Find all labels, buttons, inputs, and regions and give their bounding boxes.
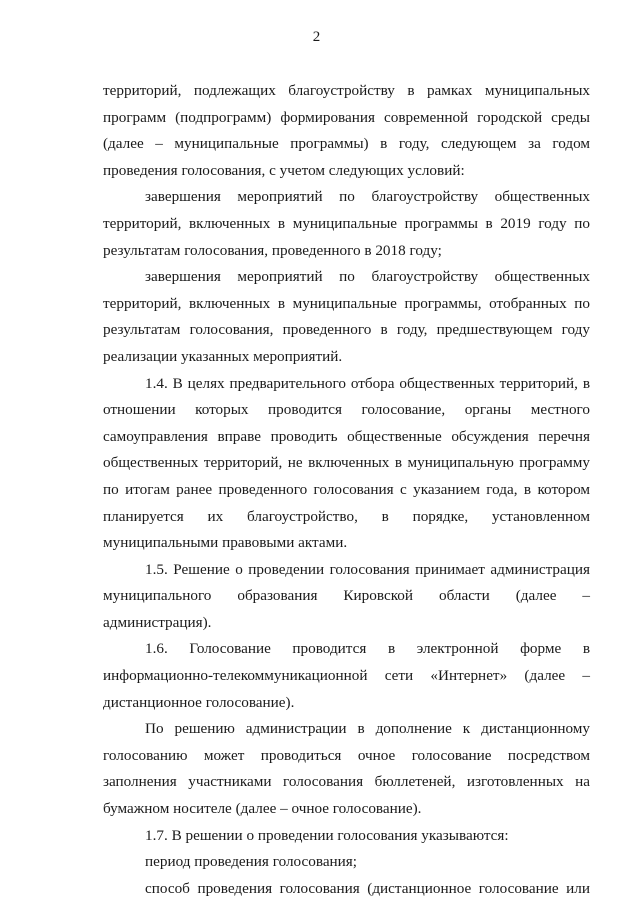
- paragraph-voting-method: способ проведения голосования (дистанционное голосование или: [145, 879, 590, 897]
- paragraph-1-7: 1.7. В решении о проведении голосования указываются:: [145, 826, 509, 844]
- paragraph-voting-period: период проведения голосования;: [145, 853, 358, 871]
- document-body: [103, 78, 590, 902]
- paragraph-1-6: 1.6. Голосование проводится в электронной форме в информационно-телекоммуникационной сети «Интернет» (далее – дистанционное голосование).: [103, 640, 590, 711]
- paragraph-1-5: 1.5. Решение о проведении голосования принимает администрация муниципального образования Кировской области (далее – администрация).: [103, 560, 590, 631]
- page-number: 2: [312, 29, 321, 45]
- paragraph-continuation: территорий, подлежащих благоустройству в рамках муниципальных программ (подпрограмм) формирования современной городской среды (далее – муниципальные программы) в году, следующем за годом проведения голосования, с учетом следующих условий:: [103, 82, 590, 179]
- paragraph-condition-2019: завершения мероприятий по благоустройству общественных территорий, включенных в муниципальные программы в 2019 году по результатам голосования, проведенного в 2018 году;: [103, 188, 590, 259]
- paragraph-1-4: 1.4. В целях предварительного отбора общественных территорий, в отношении которых проводится голосование, органы местного самоуправления вправе проводить общественные обсуждения перечня общественных территорий, не включенных в муниципальную программу по итогам ранее проведенного голосования с указанием года, в котором планируется их благоустройство, в порядке, установленном муниципальными правовыми актами.: [103, 374, 590, 552]
- paragraph-condition-previous-year: завершения мероприятий по благоустройству общественных территорий, включенных в муниципальные программы, отобранных по результатам голосования, проведенного в году, предшествующем году реализации указанных мероприятий.: [103, 268, 590, 365]
- paragraph-in-person-voting: По решению администрации в дополнение к дистанционному голосованию может проводиться очное голосование посредством заполнения участниками голосования бюллетеней, изготовленных на бумажном носителе (далее – очное голосование).: [103, 720, 590, 818]
